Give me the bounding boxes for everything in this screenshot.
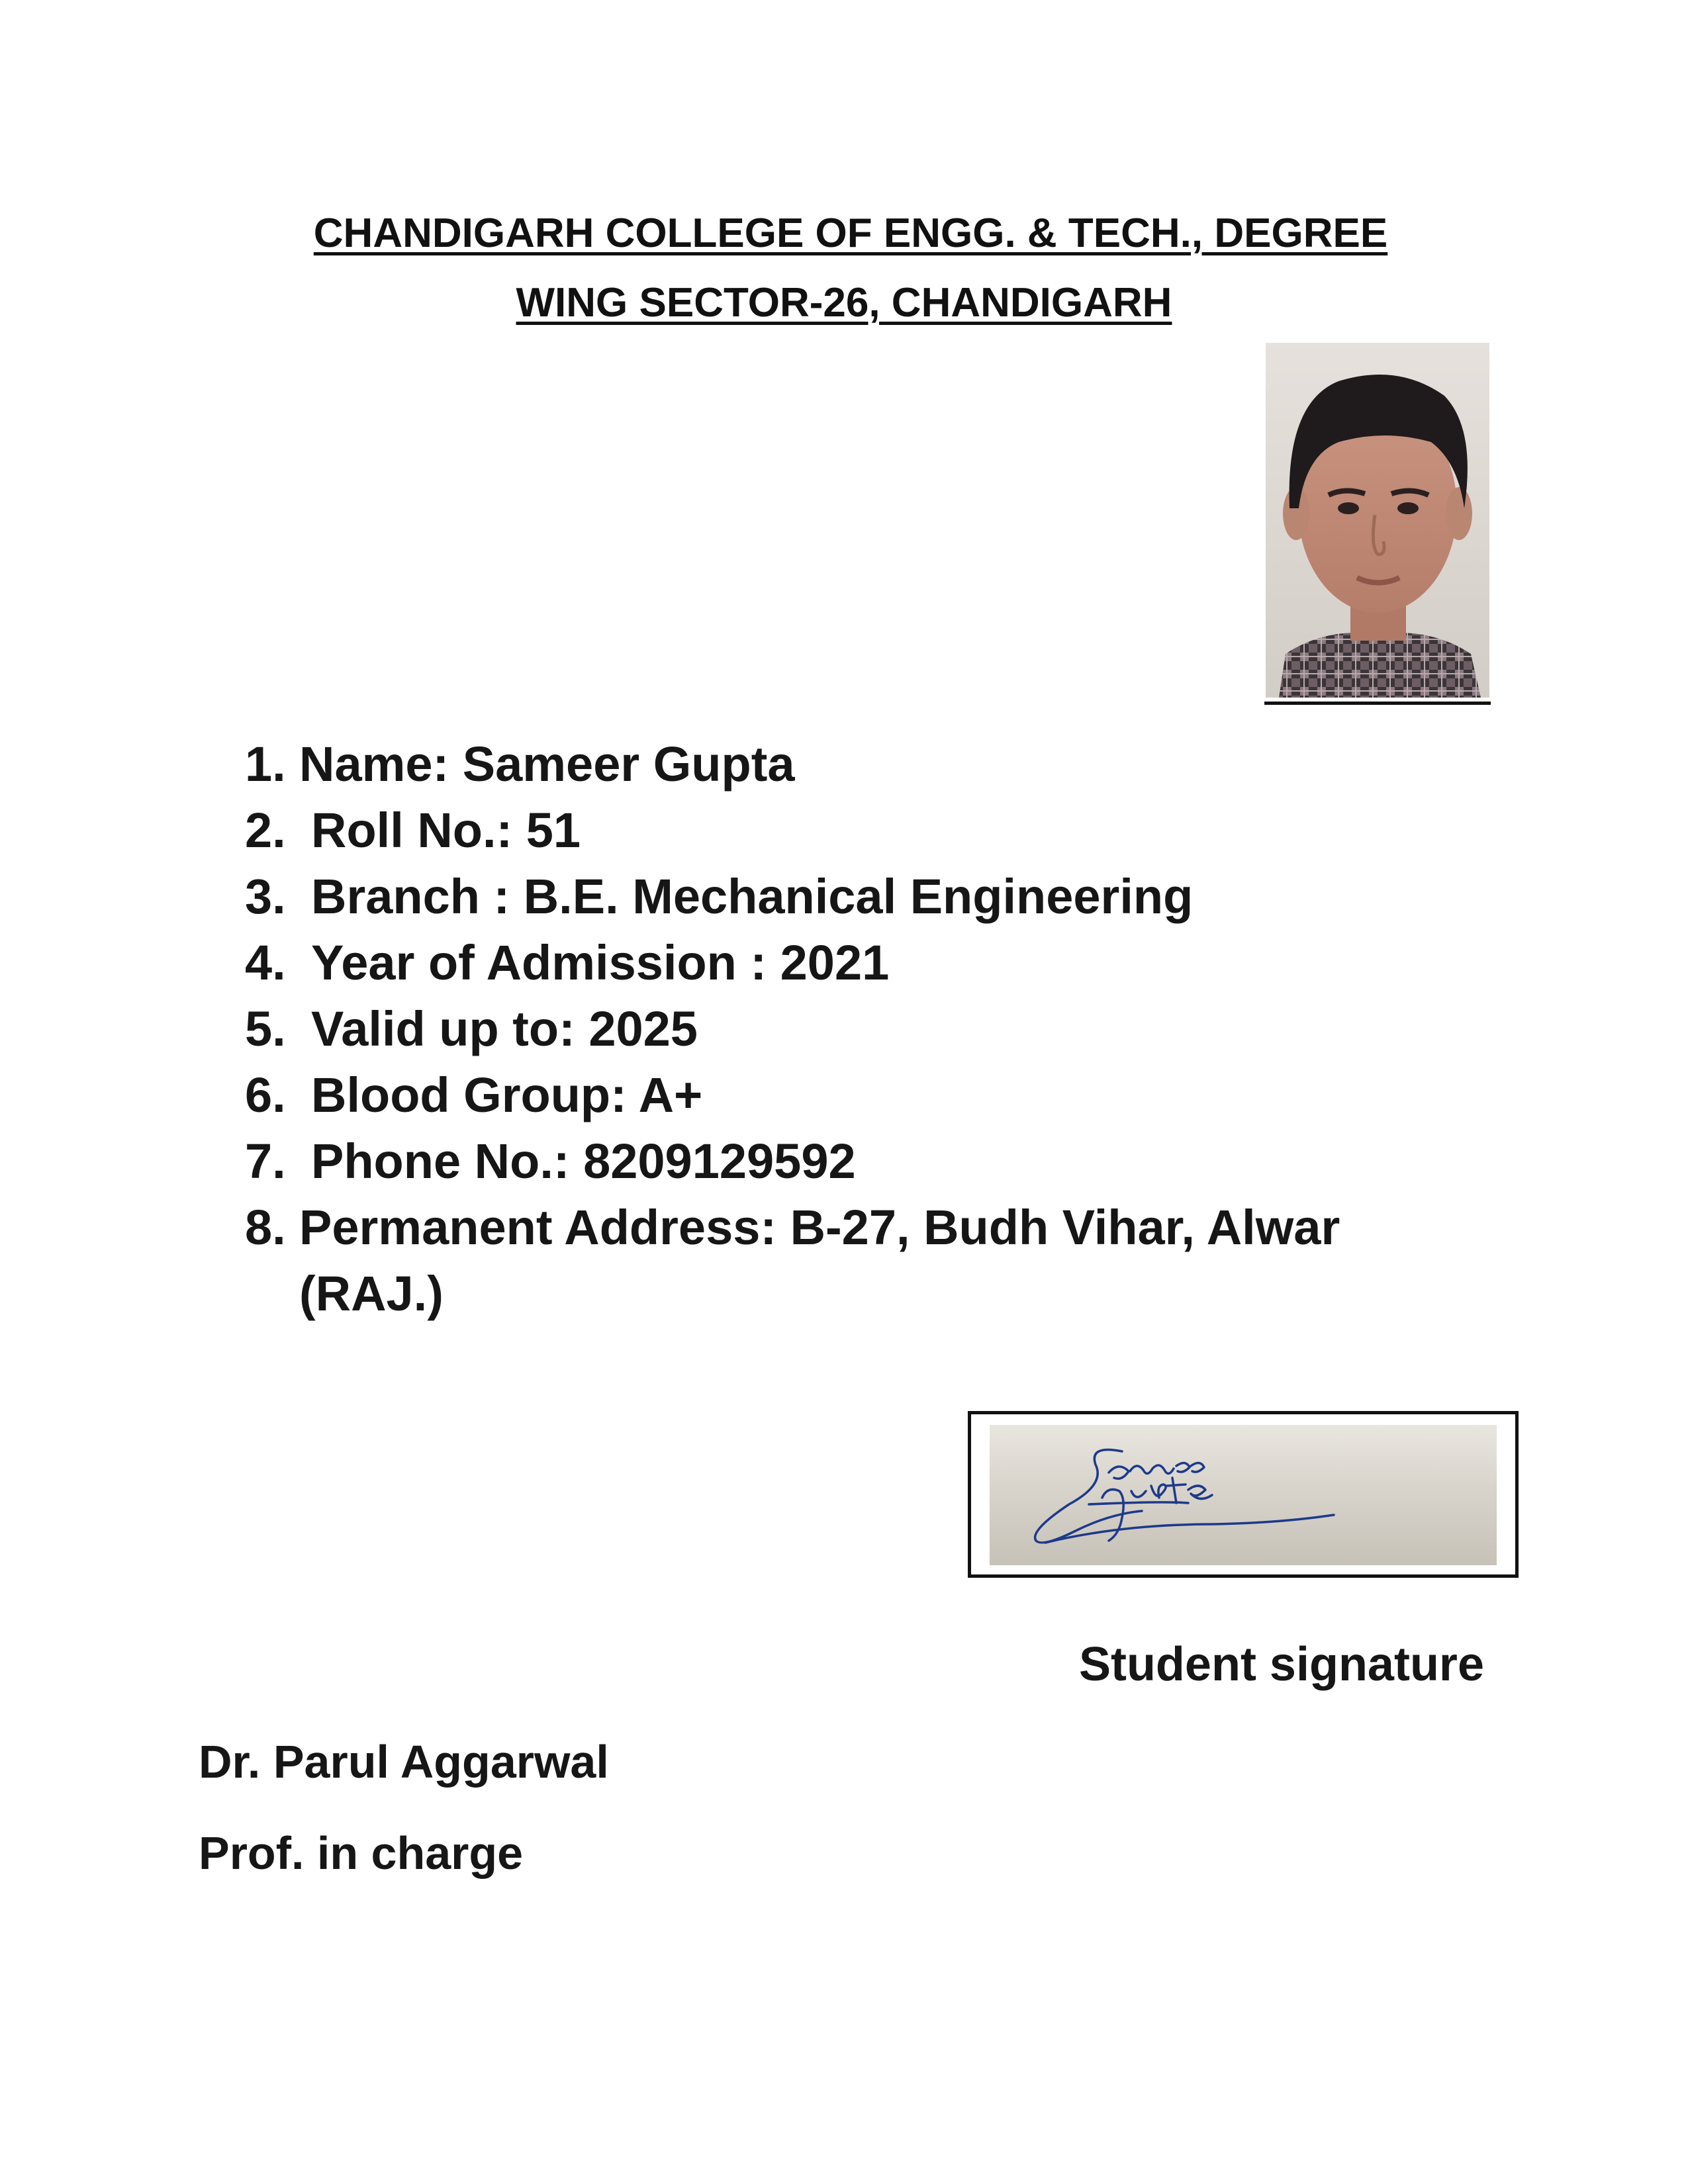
photo-underline <box>1264 702 1491 705</box>
detail-valid-up-to: 5. Valid up to: 2025 <box>245 1001 698 1056</box>
signature-box <box>968 1411 1519 1578</box>
signature-image <box>990 1425 1497 1565</box>
detail-branch: 3. Branch : B.E. Mechanical Engineering <box>245 869 1194 924</box>
professor-name: Dr. Parul Aggarwal <box>199 1736 609 1788</box>
header-line-2: WING SECTOR-26, CHANDIGARH <box>516 280 1172 326</box>
detail-name: 1. Name: Sameer Gupta <box>245 737 795 792</box>
student-signature-label: Student signature <box>1078 1638 1484 1691</box>
handwritten-signature-icon <box>990 1425 1497 1565</box>
detail-roll-no: 2. Roll No.: 51 <box>245 803 581 858</box>
college-header <box>0 199 1688 338</box>
header-line-1: CHANDIGARH COLLEGE OF ENGG. & TECH., DEGREE <box>313 210 1388 256</box>
detail-blood-group: 6. Blood Group: A+ <box>245 1068 703 1122</box>
student-photo-icon <box>1266 343 1489 698</box>
detail-permanent-address: 8. Permanent Address: B-27, Budh Vihar, Alwar <box>245 1200 1340 1255</box>
professor-role: Prof. in charge <box>199 1827 524 1879</box>
detail-phone-no: 7. Phone No.: 8209129592 <box>245 1134 856 1189</box>
detail-permanent-address-continued: (RAJ.) <box>299 1266 444 1321</box>
detail-year-of-admission: 4. Year of Admission : 2021 <box>245 935 890 990</box>
student-details-list <box>245 731 1503 1327</box>
